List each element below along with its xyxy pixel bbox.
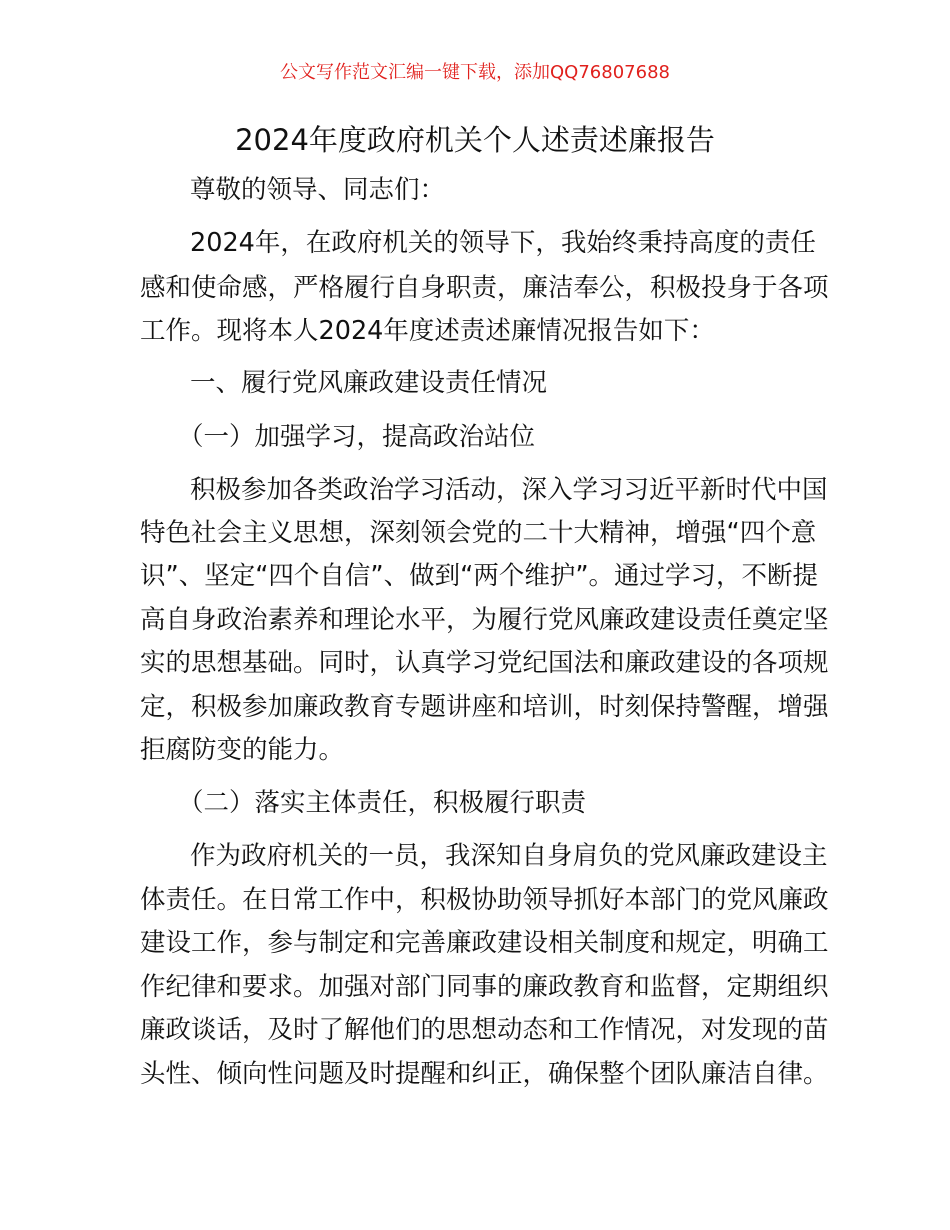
subsection-heading: （一）加强学习，提高政治站位 xyxy=(178,422,536,452)
paragraph-line: 拒腐防变的能力。 xyxy=(140,735,345,765)
subsection-heading: （二）落实主体责任，积极履行职责 xyxy=(178,788,587,818)
paragraph-line: 作为政府机关的一员，我深知自身肩负的党风廉政建设主 xyxy=(190,841,828,871)
paragraph-line: 体责任。在日常工作中，积极协助领导抓好本部门的党风廉政 xyxy=(140,885,829,915)
paragraph-line: 2024年，在政府机关的领导下，我始终秉持高度的责任 xyxy=(190,228,816,258)
paragraph-line: 建设工作，参与制定和完善廉政建设相关制度和规定，明确工 xyxy=(140,928,829,958)
download-banner-link[interactable]: 公文写作范文汇编一键下载，添加QQ76807688 xyxy=(280,62,670,83)
paragraph-line: 识”、坚定“四个自信”、做到“两个维护”。通过学习，不断提 xyxy=(140,561,819,591)
paragraph-line: 工作。现将本人2024年度述责述廉情况报告如下： xyxy=(140,316,715,346)
paragraph-line: 特色社会主义思想，深刻领会党的二十大精神，增强“四个意 xyxy=(140,518,817,548)
paragraph-line: 定，积极参加廉政教育专题讲座和培训，时刻保持警醒，增强 xyxy=(140,692,829,722)
paragraph-line: 高自身政治素养和理论水平，为履行党风廉政建设责任奠定坚 xyxy=(140,605,829,635)
salutation: 尊敬的领导、同志们： xyxy=(190,175,446,205)
document-title: 2024年度政府机关个人述责述廉报告 xyxy=(235,123,715,157)
section-heading: 一、履行党风廉政建设责任情况 xyxy=(190,368,548,398)
paragraph-line: 廉政谈话，及时了解他们的思想动态和工作情况，对发现的苗 xyxy=(140,1015,829,1045)
paragraph-line: 实的思想基础。同时，认真学习党纪国法和廉政建设的各项规 xyxy=(140,648,829,678)
paragraph-line: 头性、倾向性问题及时提醒和纠正，确保整个团队廉洁自律。 xyxy=(140,1059,829,1089)
paragraph-line: 感和使命感，严格履行自身职责，廉洁奉公，积极投身于各项 xyxy=(140,273,829,303)
paragraph-line: 积极参加各类政治学习活动，深入学习习近平新时代中国 xyxy=(190,475,828,505)
paragraph-line: 作纪律和要求。加强对部门同事的廉政教育和监督，定期组织 xyxy=(140,972,829,1002)
